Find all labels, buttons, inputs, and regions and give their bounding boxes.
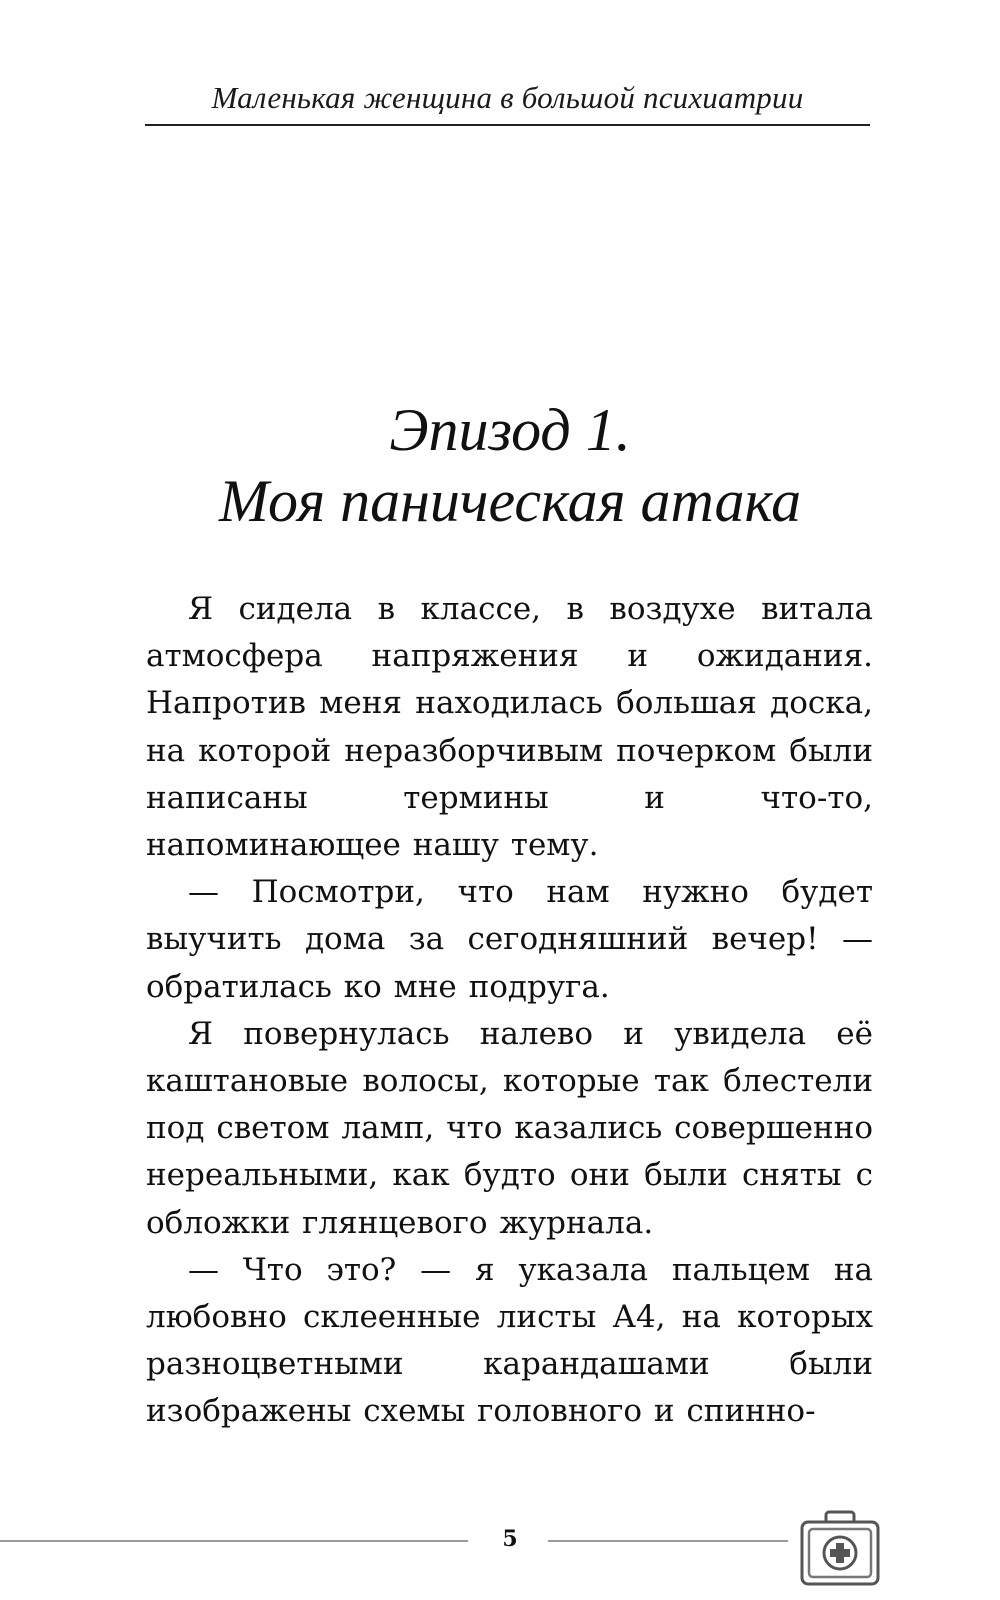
chapter-title-line-1: Эпизод 1. bbox=[389, 397, 631, 463]
chapter-title-line-2: Моя паническая атака bbox=[218, 468, 802, 534]
first-aid-kit-icon bbox=[798, 1508, 882, 1588]
footer-rule-left bbox=[0, 1540, 468, 1542]
paragraph: Я повернулась налево и увидела её каштановые волосы, которые так блестели под светом ламп, что казались совершенно нереальными, как будто они были сняты с обложки глянцевого журнала. bbox=[146, 1015, 873, 1241]
running-header bbox=[145, 78, 870, 126]
page-number: 5 bbox=[502, 1526, 518, 1552]
body-text bbox=[146, 586, 873, 1436]
paragraph: Я сидела в классе, в воздухе витала атмосфера напряжения и ожидания. Напротив меня находилась большая доска, на которой неразборчивым почерком были написаны термины и что-то, напоминающее нашу тему. bbox=[146, 591, 873, 864]
running-title: Маленькая женщина в большой психиатрии bbox=[211, 80, 804, 115]
chapter-title bbox=[120, 395, 900, 537]
paragraph: — Что это? — я указала пальцем на любовно склеенные листы А4, на которых разноцветными карандашами были изображены схемы головного и спинно- bbox=[146, 1251, 873, 1430]
paragraph: — Посмотри, что нам нужно будет выучить дома за сегодняшний вечер! — обратилась ко мне подруга. bbox=[146, 874, 873, 1005]
footer-rule-right bbox=[548, 1540, 788, 1542]
